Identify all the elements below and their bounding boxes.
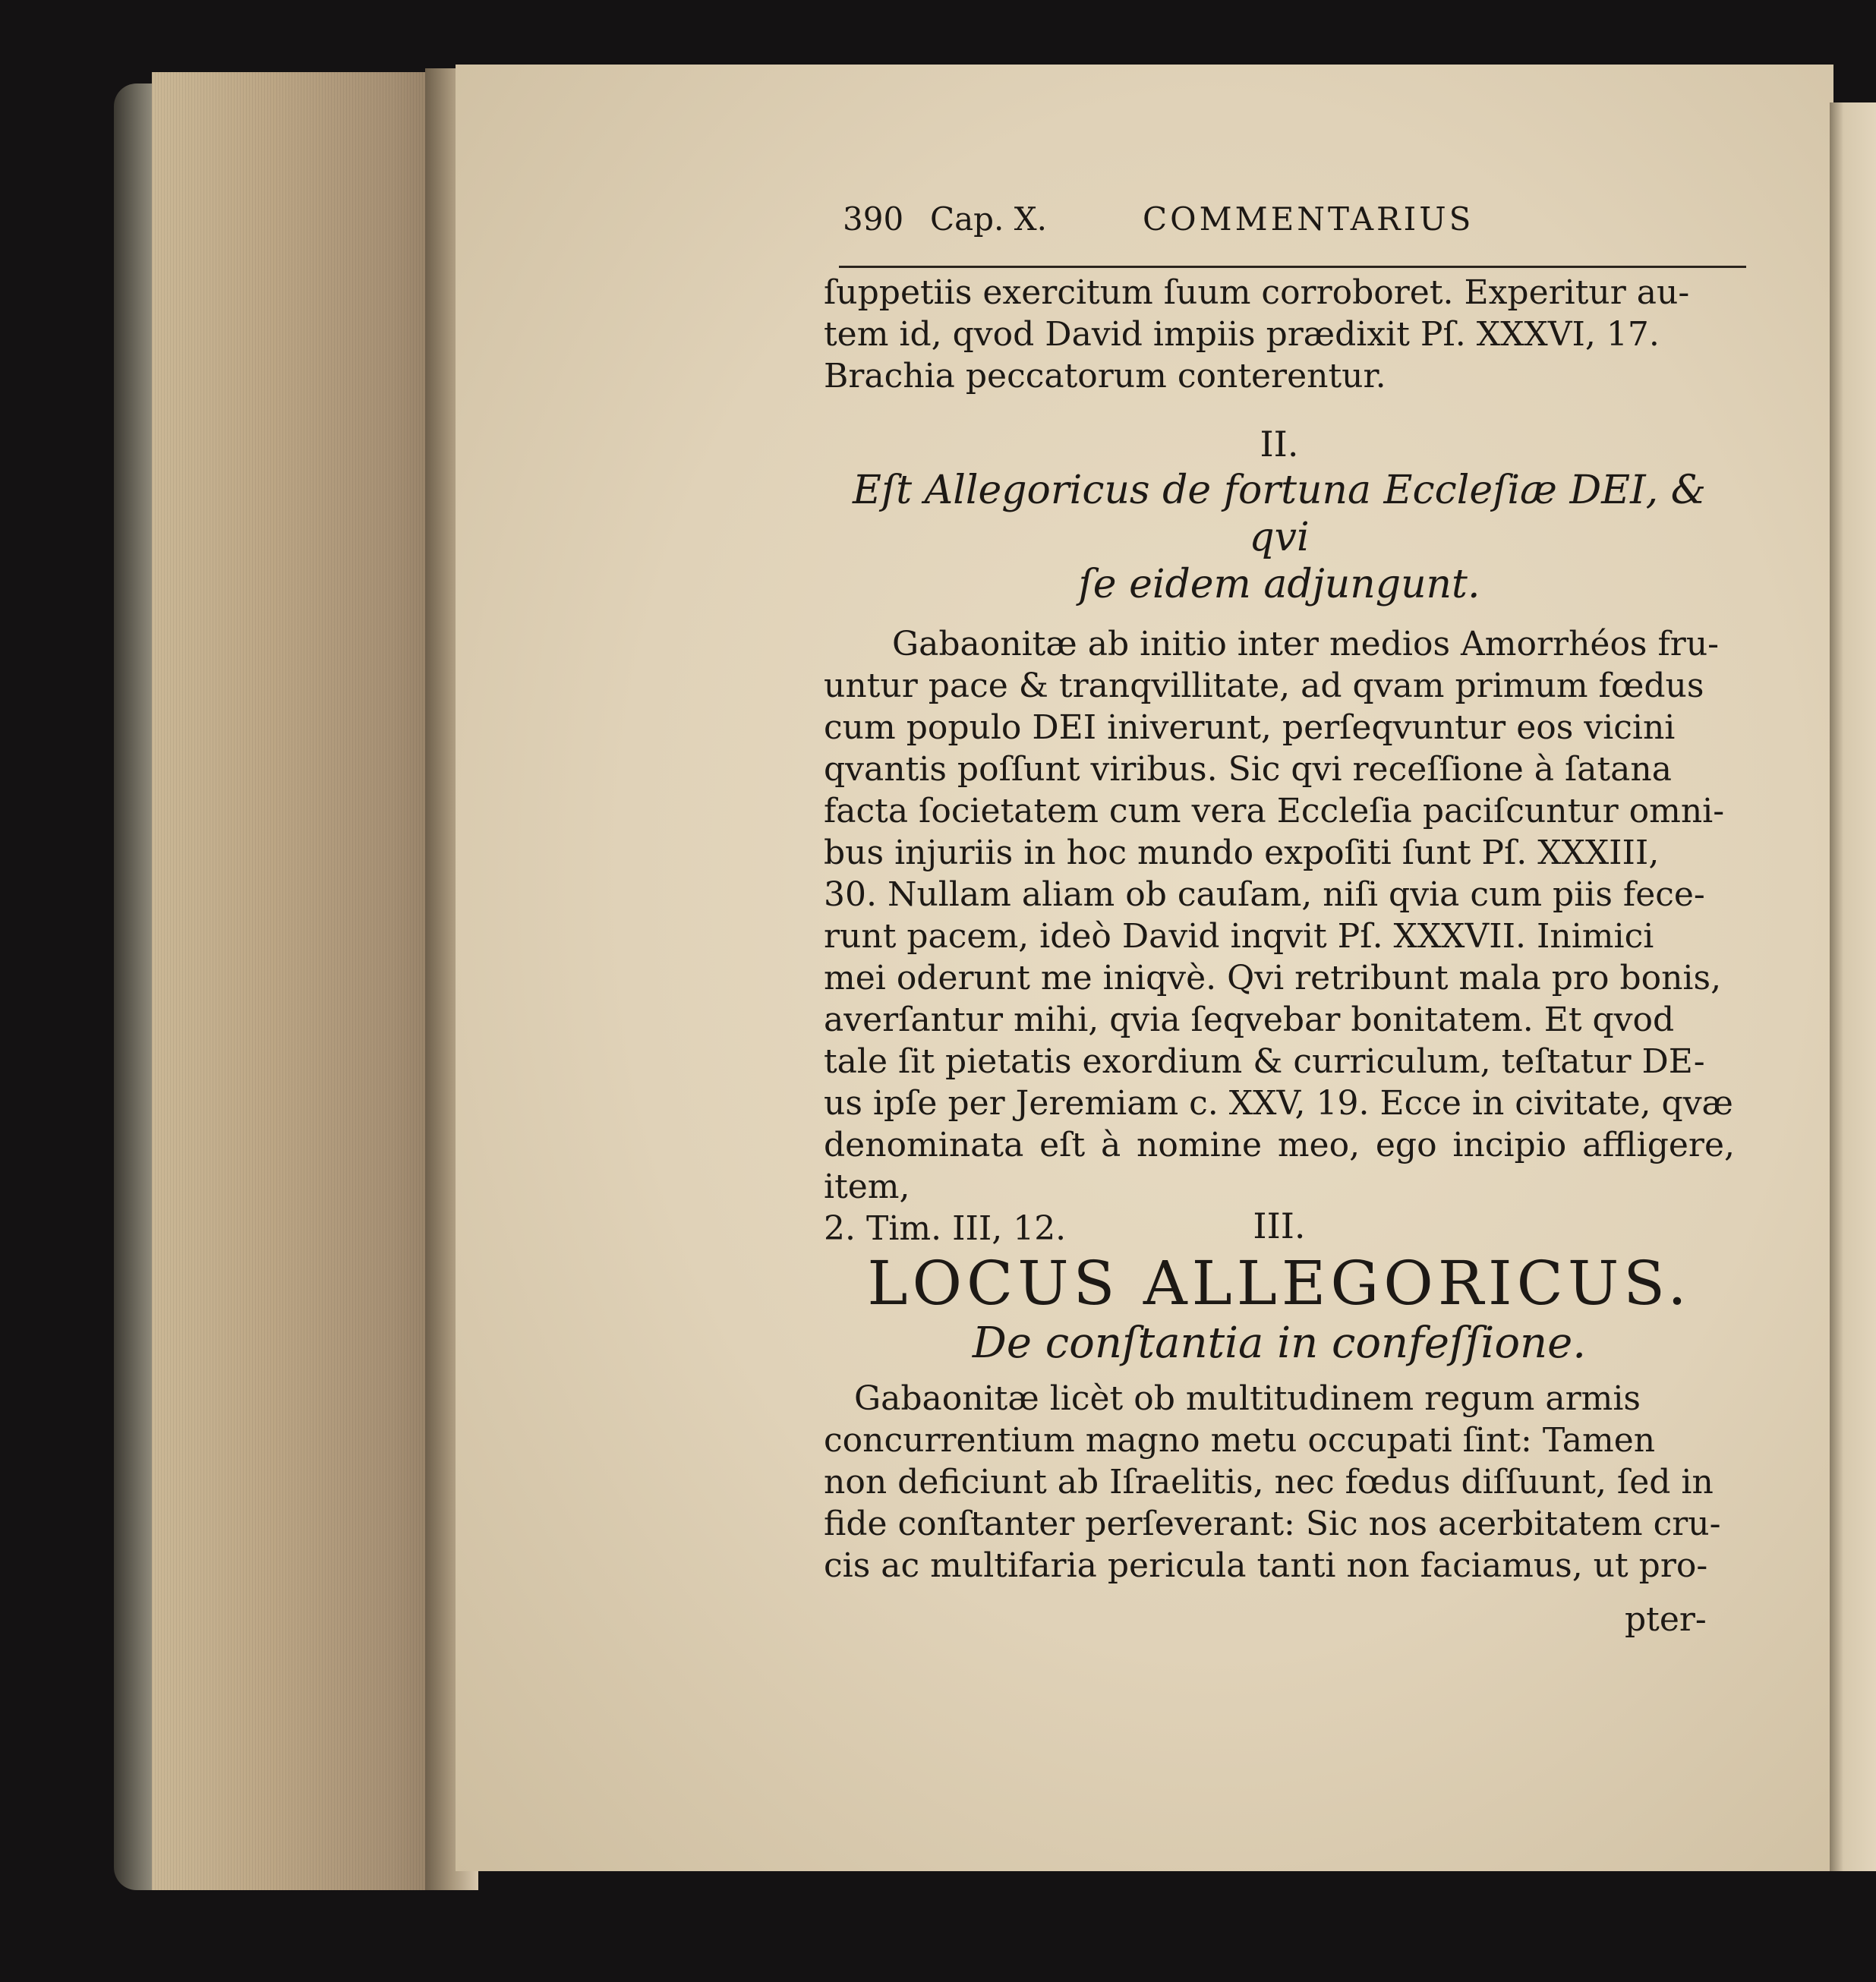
text-line: averſantur mihi, qvia ſeqvebar bonitatem. Et qvod: [824, 1000, 1675, 1039]
section-number: III.: [1253, 1205, 1306, 1246]
text-line: Brachia peccatorum conterentur.: [824, 357, 1386, 395]
page-number: 390: [843, 200, 904, 238]
section-number: II.: [1260, 424, 1299, 465]
continuation-text: [824, 272, 1735, 397]
page-block-edges: [152, 72, 452, 1890]
section-2: [824, 421, 1735, 1249]
text-line: concurrentium magno metu occupati ſint: Tamen: [824, 1421, 1656, 1460]
text-line: Gabaonitæ ab initio inter medios Amorrhéos fru-: [892, 625, 1720, 663]
section-body: [824, 1378, 1735, 1587]
text-line: non deficiunt ab Iſraelitis, nec fœdus diſſuunt, ſed in: [824, 1463, 1714, 1501]
text-line: tale ſit pietatis exordium & curriculum, teſtatur DE-: [824, 1042, 1705, 1081]
running-header: [843, 196, 1526, 241]
text-line: runt pacem, ideò David inqvit Pſ. XXXVII. Inimici: [824, 917, 1654, 956]
text-line: 30. Nullam aliam ob cauſam, niſi qvia cum piis fece-: [824, 875, 1705, 914]
section-heading: LOCUS ALLEGORICUS.: [867, 1248, 1692, 1319]
text-line: tem id, qvod David impiis prædixit Pſ. XXXVI, 17.: [824, 315, 1660, 354]
catchword: pter-: [1625, 1600, 1707, 1639]
section-heading: Eſt Allegoricus de fortuna Eccleſiæ DEI, & qvi: [853, 468, 1706, 560]
text-line: qvantis poſſunt viribus. Sic qvi receſſione à ſatana: [824, 750, 1672, 789]
header-rule: [839, 266, 1746, 268]
section-subheading: De conſtantia in confeſſione.: [972, 1319, 1587, 1368]
running-title: COMMENTARIUS: [1143, 200, 1474, 238]
text-line: 2. Tim. III, 12.: [824, 1209, 1067, 1248]
text-line: facta ſocietatem cum vera Eccleſia paciſcuntur omni-: [824, 792, 1725, 830]
text-line: Gabaonitæ licèt ob multitudinem regum armis: [854, 1379, 1641, 1418]
text-line: ſuppetiis exercitum ſuum corroboret. Experitur au-: [824, 273, 1690, 312]
text-line: mei oderunt me iniqvè. Qvi retribunt mala pro bonis,: [824, 959, 1722, 997]
section-body: [824, 623, 1735, 1249]
text-line: cum populo DEI iniverunt, perſeqvuntur eos vicini: [824, 708, 1676, 747]
section-heading: ſe eidem adjungunt.: [1078, 562, 1480, 607]
text-line: fide conſtanter perſeverant: Sic nos acerbitatem cru-: [824, 1505, 1721, 1543]
text-line: bus injuriis in hoc mundo expoſiti ſunt Pſ. XXXIII,: [824, 833, 1660, 872]
chapter-label: Cap. X.: [930, 200, 1048, 238]
text-line: cis ac multifaria pericula tanti non faciamus, ut pro-: [824, 1546, 1708, 1585]
section-3: [824, 1203, 1735, 1587]
text-line: us ipſe per Jeremiam c. XXV, 19. Ecce in civitate, qvæ: [824, 1084, 1733, 1123]
text-line: untur pace & tranqvillitate, ad qvam primum fœdus: [824, 666, 1704, 705]
facing-page-edge: [1830, 102, 1876, 1871]
text-line: denominata eſt à nomine meo, ego incipio affligere, item,: [824, 1126, 1735, 1206]
